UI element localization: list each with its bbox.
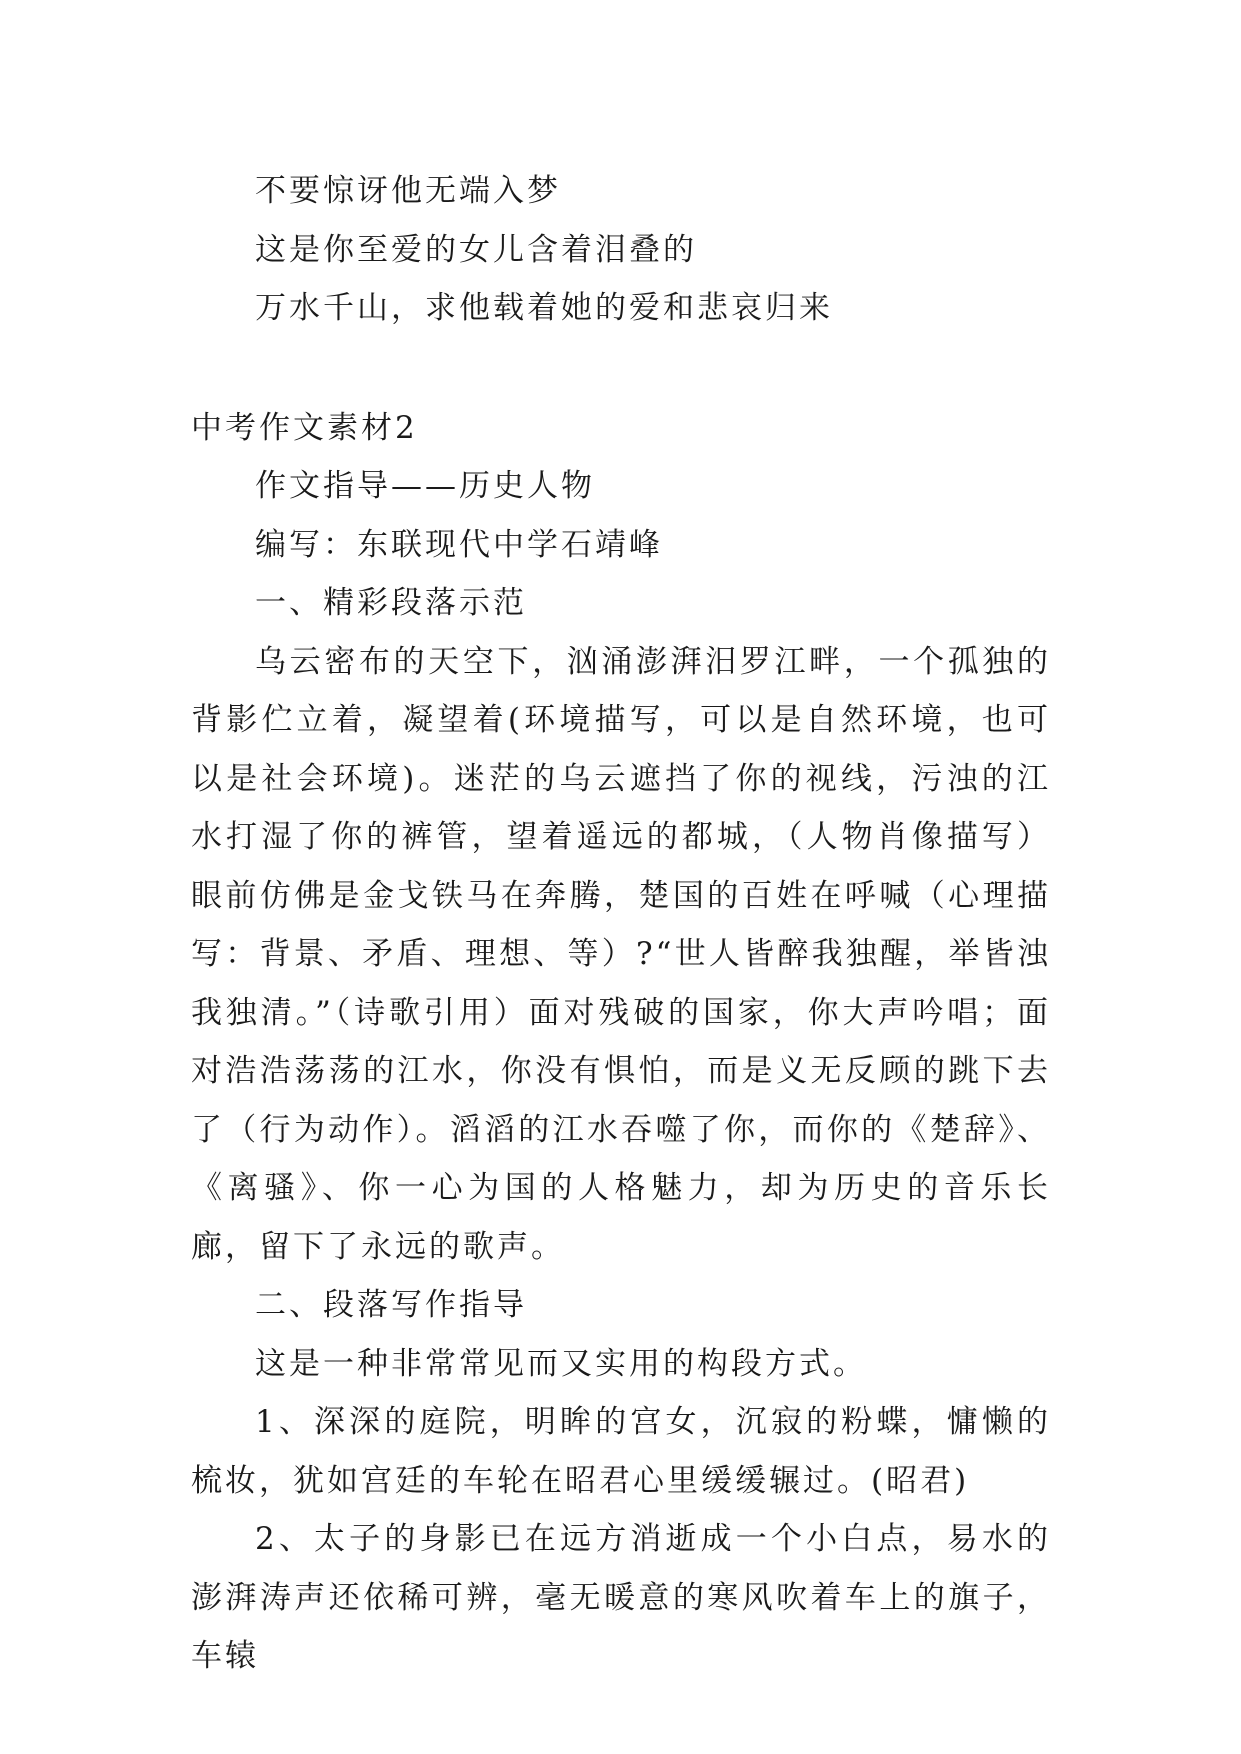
sample-paragraph: 乌云密布的天空下，汹涌澎湃汨罗江畔，一个孤独的背影伫立着，凝望着(环境描写，可以是自然环境，也可以是社会环境)。迷茫的乌云遮挡了你的视线，污浊的江水打湿了你的裤管，望着遥远的都城，（人物肖像描写）眼前仿佛是金戈铁马在奔腾，楚国的百姓在呼喊（心理描写：背景、矛盾、理想、等）?“世人皆醉我独醒，举皆浊我独清。”（诗歌引用）面对残破的国家，你大声吟唱；面对浩浩荡荡的江水，你没有惧怕，而是义无反顾的跳下去了（行为动作）。滔滔的江水吞噬了你，而你的《楚辞》、《离骚》、你一心为国的人格魅力，却为历史的音乐长廊，留下了永远的歌声。 bbox=[191, 643, 1051, 1265]
heading-writing-guidance: 二、段落写作指导 bbox=[255, 1287, 527, 1323]
section-gap bbox=[191, 338, 1051, 399]
poem-line-1: 不要惊讶他无端入梦 bbox=[255, 173, 561, 209]
guidance-intro: 这是一种非常常见而又实用的构段方式。 bbox=[255, 1345, 867, 1382]
poem-line-3: 万水千山，求他载着她的爱和悲哀归来 bbox=[255, 290, 833, 326]
document-content bbox=[191, 162, 1051, 1686]
section-title: 中考作文素材2 bbox=[191, 409, 418, 446]
example-paragraph-2: 2、太子的身影已在远方消逝成一个小白点，易水的澎湃涛声还依稀可辨，毫无暖意的寒风吹着车上的旗子，车辕 bbox=[191, 1521, 1051, 1674]
poem-line-2: 这是你至爱的女儿含着泪叠的 bbox=[255, 231, 697, 268]
heading-sample-paragraphs: 一、精彩段落示范 bbox=[255, 585, 527, 621]
author-line: 编写：东联现代中学石靖峰 bbox=[255, 526, 663, 563]
section-subtitle: 作文指导——历史人物 bbox=[255, 468, 595, 504]
example-paragraph-1: 1、深深的庭院，明眸的宫女，沉寂的粉蝶，慵懒的梳妆，犹如宫廷的车轮在昭君心里缓缓辗过。(昭君) bbox=[191, 1404, 1051, 1499]
